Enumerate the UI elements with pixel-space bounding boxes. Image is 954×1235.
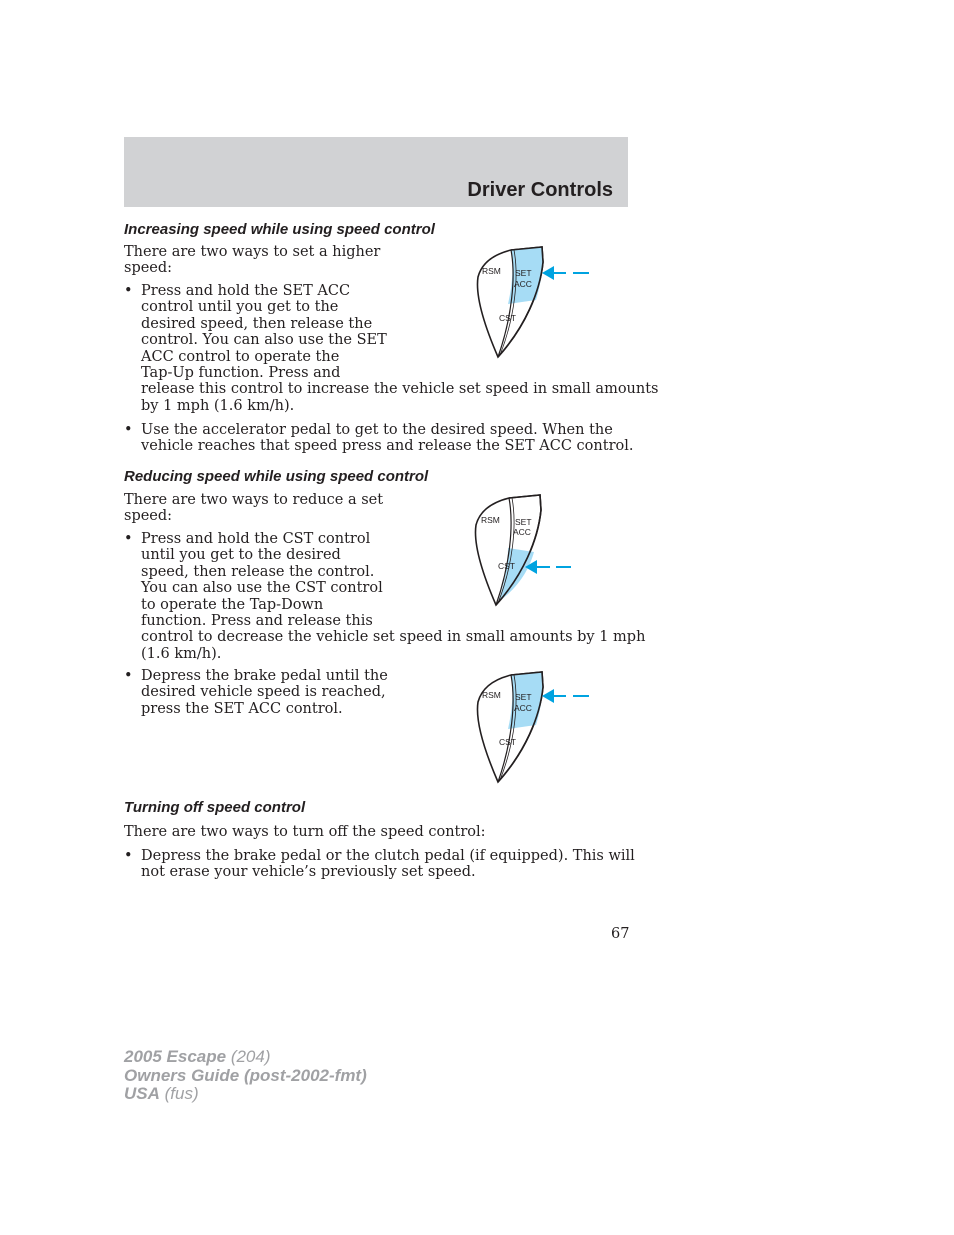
heading-reducing-speed: Reducing speed while using speed control (124, 468, 429, 485)
page-number: 67 (611, 926, 630, 942)
heading-turning-off: Turning off speed control (124, 799, 306, 816)
svg-text:SET: SET (515, 517, 532, 527)
svg-text:RSM: RSM (482, 690, 501, 700)
svg-text:SET: SET (515, 268, 532, 278)
svg-text:SET: SET (515, 692, 532, 702)
svg-text:ACC: ACC (514, 279, 532, 289)
speed-control-switch-diagram-set-acc (470, 242, 600, 362)
arrow-icon (542, 689, 589, 703)
svg-text:RSM: RSM (481, 515, 500, 525)
speed-control-switch-diagram-cst (468, 490, 598, 610)
speed-control-switch-diagram-set-acc-2 (470, 667, 600, 787)
reduce-intro: There are two ways to reduce a set speed: (124, 492, 384, 525)
svg-text:CST: CST (499, 737, 516, 747)
arrow-icon (542, 266, 589, 280)
svg-text:CST: CST (498, 561, 515, 571)
svg-text:ACC: ACC (513, 527, 531, 537)
footer: 2005 Escape (204) Owners Guide (post-2002-fmt) USA (fus) (124, 1047, 367, 1103)
header-band (124, 137, 628, 207)
heading-increasing-speed: Increasing speed while using speed control (124, 221, 435, 238)
svg-text:RSM: RSM (482, 266, 501, 276)
off-intro: There are two ways to turn off the speed control: (124, 824, 486, 840)
arrow-icon (525, 560, 571, 574)
svg-text:CST: CST (499, 313, 516, 323)
svg-text:ACC: ACC (514, 703, 532, 713)
section-title: Driver Controls (467, 179, 613, 201)
increase-intro: There are two ways to set a higher speed: (124, 244, 381, 277)
